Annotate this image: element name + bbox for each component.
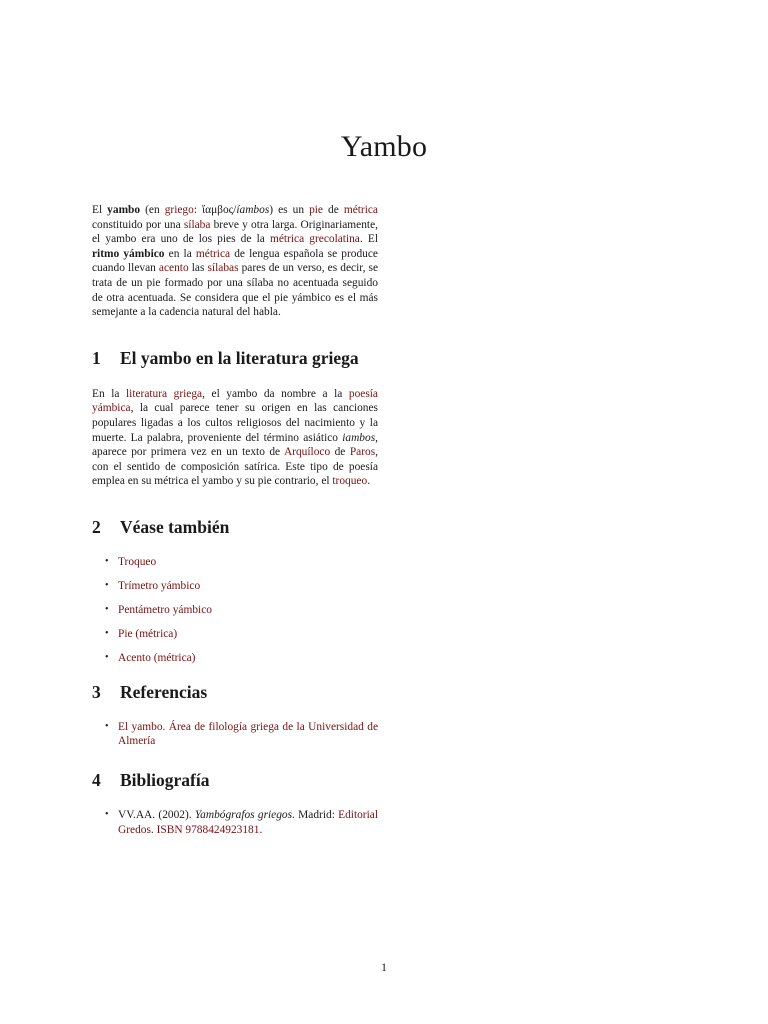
intro-text: : ἴαμβος/ (193, 204, 237, 216)
list-item (92, 603, 378, 618)
intro-text: . El (359, 233, 378, 246)
bibliography-list (92, 808, 378, 837)
intro-text: de lengua española se produce cuando llevan (92, 247, 378, 275)
page-number: 1 (381, 960, 387, 974)
term-yambo: yambo (107, 204, 141, 216)
bib-book-title: Yambógrafos griegos (194, 809, 293, 822)
link-pentametro-yambico[interactable]: Pentámetro yámbico (118, 604, 212, 617)
link-metrica-grecolatina[interactable]: métrica grecolatina (269, 233, 360, 246)
intro-text: constituido por una (92, 218, 184, 231)
para-text: , con el sentido de composición satírica. Este tipo de poesía emplea en su métrica el yambo y su pie contrario, el (92, 446, 378, 488)
intro-text: las (188, 262, 208, 275)
bullet-icon: • (105, 604, 109, 616)
link-reference-almeria[interactable]: El yambo. Área de filología griega de la Universidad de Almería (118, 720, 378, 748)
references-list (92, 720, 378, 749)
list-item (92, 720, 378, 749)
link-poesia-yambica[interactable]: poesía yámbica (92, 387, 378, 415)
intro-text: ) es un (269, 204, 310, 216)
greek-literature-paragraph (92, 387, 378, 489)
bullet-icon: • (105, 555, 109, 567)
term-ritmo-yambico: ritmo yámbico (92, 247, 165, 260)
list-item (92, 808, 378, 837)
link-acento[interactable]: acento (158, 262, 189, 275)
link-troqueo[interactable]: troqueo (332, 475, 368, 488)
bib-text: . Madrid: (292, 809, 339, 822)
intro-text: de (322, 204, 344, 216)
link-editorial-gredos[interactable]: Editorial Gredos (118, 809, 378, 836)
term-iambos: iambos (342, 431, 376, 444)
intro-text: en la (164, 247, 196, 260)
bib-text: VV.AA. (2002). (118, 809, 195, 822)
list-item (92, 579, 378, 594)
term-iambos: íambos (236, 204, 270, 216)
section-heading-bibliografia (92, 770, 378, 790)
link-pie[interactable]: pie (309, 204, 323, 216)
link-acento-metrica[interactable]: Acento (métrica) (118, 652, 196, 665)
link-arquiloco[interactable]: Arquíloco (283, 446, 331, 459)
list-item (92, 555, 378, 570)
link-literatura-griega[interactable]: literatura griega (125, 387, 203, 400)
section-title: El yambo en la literatura griega (120, 347, 359, 368)
link-trimetro-yambico[interactable]: Trímetro yámbico (118, 580, 201, 592)
bullet-icon: • (105, 628, 109, 640)
intro-text: breve y otra larga. Originariamente, el yambo era uno de los pies de la (92, 218, 378, 246)
para-text: . (367, 475, 371, 488)
link-silaba[interactable]: sílaba (183, 218, 211, 231)
bib-text: . (259, 823, 263, 836)
link-pie-metrica[interactable]: Pie (métrica) (118, 628, 178, 641)
link-silabas[interactable]: sílabas (207, 262, 239, 275)
para-text: , la cual parece tener su origen en las canciones populares ligadas a los cultos religiosos del nacimiento y la muerte. La palabra, proveniente del término asiático (92, 402, 378, 444)
link-troqueo-item[interactable]: Troqueo (118, 555, 157, 568)
section-title: Referencias (120, 681, 208, 702)
intro-text: El (92, 204, 108, 216)
link-paros[interactable]: Paros (349, 446, 376, 459)
intro-text: (en (140, 204, 165, 216)
list-item (92, 651, 378, 666)
section-number: 3 (92, 681, 101, 702)
bib-text: . (150, 823, 157, 836)
bullet-icon: • (105, 720, 109, 732)
section-heading-literatura-griega (92, 348, 378, 368)
list-item (92, 627, 378, 642)
section-number: 4 (92, 770, 101, 791)
link-isbn[interactable]: ISBN 9788424923181 (156, 823, 260, 836)
link-metrica-2[interactable]: métrica (195, 247, 231, 260)
link-metrica[interactable]: métrica (343, 204, 378, 216)
page-title: Yambo (340, 130, 428, 164)
intro-text: pares de un verso, es decir, se trata de un pie formado por una sílaba no acentuada seguido de otra acentuada. Se considera que el pie yámbico es el más semejante a la cadencia natural del habla. (92, 262, 378, 319)
see-also-list (92, 555, 378, 666)
para-text: , el yambo da nombre a la (202, 387, 349, 400)
section-title: Véase también (120, 516, 230, 537)
bullet-icon: • (105, 652, 109, 664)
para-text: En la (92, 387, 126, 400)
link-griego[interactable]: griego (164, 204, 194, 216)
para-text: de (330, 446, 350, 459)
article-body (92, 203, 378, 837)
bullet-icon: • (105, 809, 109, 821)
section-number: 1 (92, 347, 101, 368)
section-title: Bibliografía (120, 770, 210, 791)
bullet-icon: • (105, 580, 109, 591)
section-heading-vease-tambien (92, 517, 378, 537)
section-number: 2 (92, 516, 101, 537)
intro-paragraph (92, 203, 378, 320)
para-text: , aparece por primera vez en un texto de (92, 431, 378, 459)
section-heading-referencias (92, 682, 378, 702)
